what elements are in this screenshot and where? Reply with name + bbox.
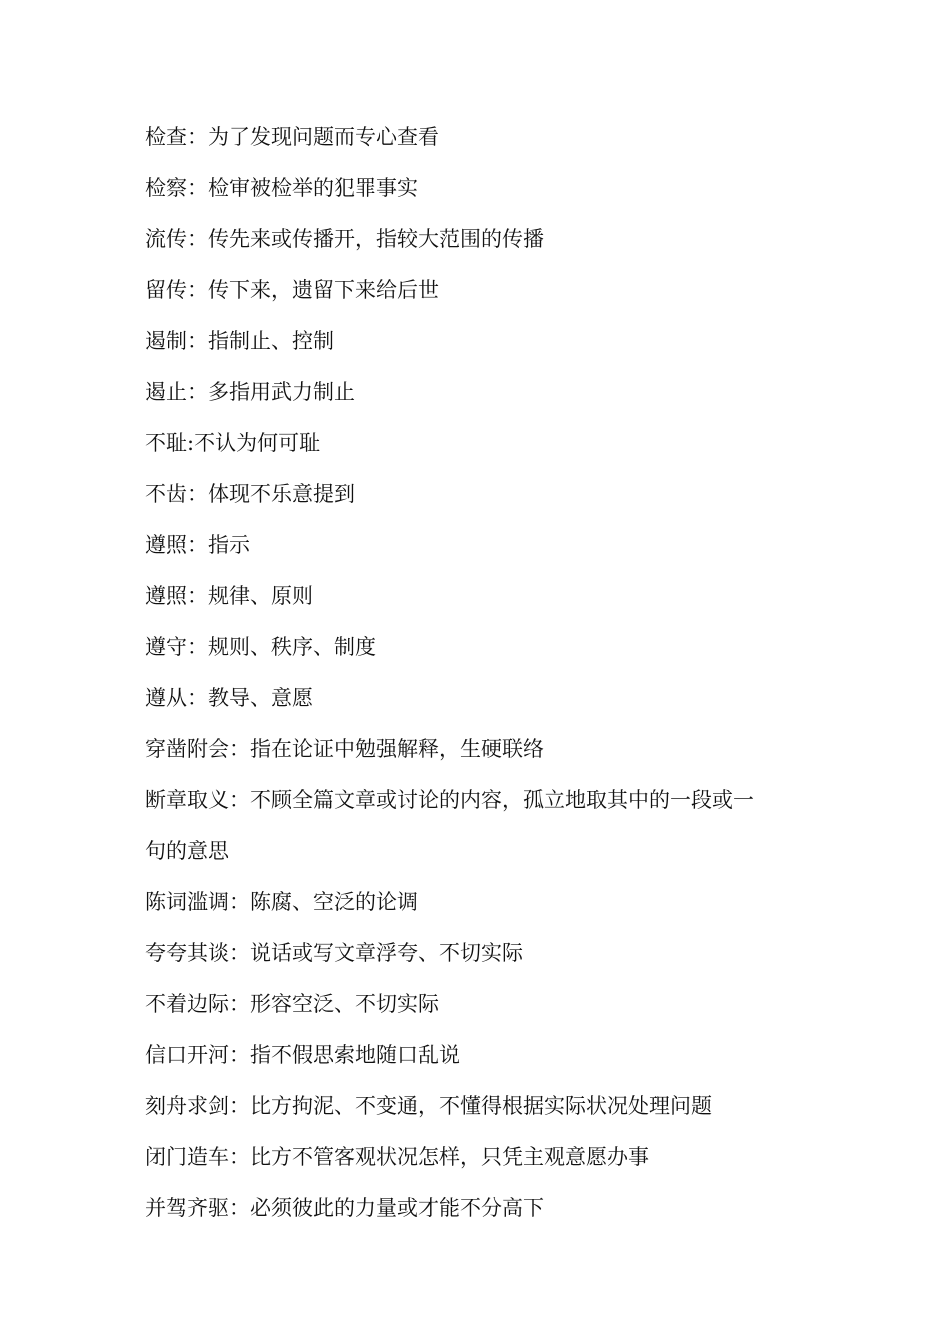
text-line: 不着边际：形容空泛、不切实际 (145, 992, 439, 1016)
text-line: 遏止：多指用武力制止 (145, 380, 355, 404)
text-line: 闭门造车：比方不管客观状况怎样，只凭主观意愿办事 (145, 1145, 649, 1169)
text-line: 遵守：规则、秩序、制度 (145, 635, 376, 659)
text-line: 遵从：教导、意愿 (145, 686, 313, 710)
text-line: 陈词滥调：陈腐、空泛的论调 (145, 890, 418, 914)
text-line: 遏制：指制止、控制 (145, 329, 334, 353)
text-line: 遵照：指示 (145, 533, 250, 557)
text-line: 并驾齐驱：必须彼此的力量或才能不分高下 (145, 1196, 544, 1220)
text-line: 检查：为了发现问题而专心查看 (145, 125, 439, 149)
text-line: 检察：检审被检举的犯罪事实 (145, 176, 418, 200)
text-line: 句的意思 (145, 839, 229, 863)
text-line: 信口开河：指不假思索地随口乱说 (145, 1043, 460, 1067)
text-line: 夸夸其谈：说话或写文章浮夸、不切实际 (145, 941, 523, 965)
text-line: 流传：传先来或传播开，指较大范围的传播 (145, 227, 544, 251)
text-line: 不齿：体现不乐意提到 (145, 482, 355, 506)
text-line: 断章取义：不顾全篇文章或讨论的内容，孤立地取其中的一段或一 (145, 788, 754, 812)
document-body (145, 115, 810, 1237)
text-line: 穿凿附会：指在论证中勉强解释，生硬联络 (145, 737, 544, 761)
text-line: 刻舟求剑：比方拘泥、不变通，不懂得根据实际状况处理问题 (145, 1094, 712, 1118)
text-line: 留传：传下来，遗留下来给后世 (145, 278, 439, 302)
text-line: 遵照：规律、原则 (145, 584, 313, 608)
text-line: 不耻:不认为何可耻 (145, 431, 321, 455)
